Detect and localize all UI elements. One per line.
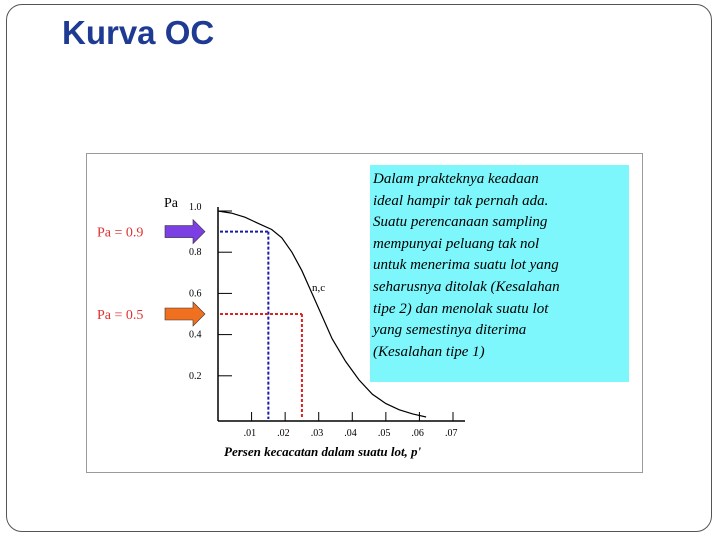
note-line: Dalam prakteknya keadaan xyxy=(373,171,539,187)
y-tick-label: 1.0 xyxy=(189,202,202,213)
y-axis-label: Pa xyxy=(164,196,178,211)
x-axis-label: Persen kecacatan dalam suatu lot, p' xyxy=(224,444,422,459)
note-line: yang semestinya diterima xyxy=(373,322,527,339)
pa-arrow-icon xyxy=(165,302,205,326)
note-line: (Kesalahan tipe 1) xyxy=(373,343,485,360)
pa-arrow-icon xyxy=(165,220,205,244)
slide-title: Kurva OC xyxy=(62,14,215,51)
x-tick-label: .02 xyxy=(277,428,290,439)
note-text xyxy=(373,169,625,363)
note-box xyxy=(370,165,629,382)
x-tick-label: .06 xyxy=(411,428,424,439)
x-tick-label: .07 xyxy=(445,428,458,439)
pa-label: Pa = 0.5 xyxy=(97,308,144,323)
x-tick-label: .04 xyxy=(344,428,357,439)
note-line: tipe 2) dan menolak suatu lot xyxy=(373,300,549,317)
y-tick-label: 0.6 xyxy=(189,288,202,300)
note-line: untuk menerima suatu lot yang xyxy=(373,257,559,274)
x-tick-label: .05 xyxy=(377,428,391,439)
y-tick-label: 0.4 xyxy=(189,329,202,341)
pa-label: Pa = 0.9 xyxy=(97,225,144,241)
x-tick-label: .03 xyxy=(310,428,324,439)
curve-label: n,c xyxy=(312,282,326,294)
note-line: Suatu perencanaan sampling xyxy=(373,214,548,231)
x-tick-label: .01 xyxy=(243,428,257,439)
y-tick-label: 0.2 xyxy=(189,370,202,382)
note-line: seharusnya ditolak (Kesalahan xyxy=(373,278,560,295)
note-line: ideal hampir tak pernah ada. xyxy=(373,192,549,209)
y-tick-label: 0.8 xyxy=(189,247,202,259)
note-line: mempunyai peluang tak nol xyxy=(373,235,540,252)
